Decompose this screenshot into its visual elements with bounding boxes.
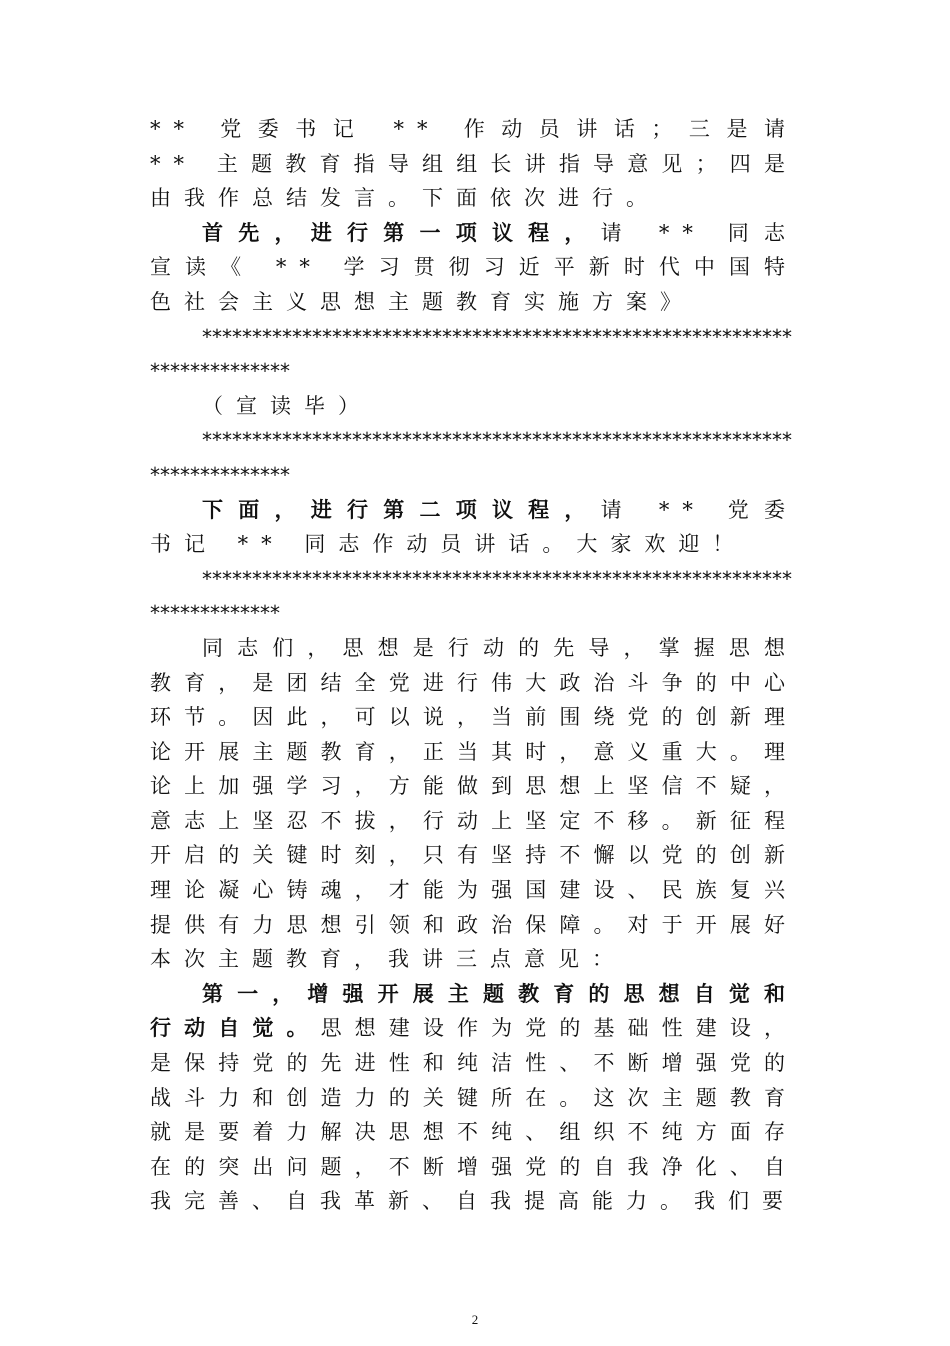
paragraph-speech-opening: 同志们，思想是行动的先导，掌握思想教育，是团结全党进行伟大政治斗争的中心环节。因此，可以说，当前围绕党的创新理论开展主题教育，正当其时，意义重大。理论上加强学习，方能做到思想上坚信不疑，意志上坚忍不拔，行动上坚定不移。新征程开启的关键时刻，只有坚持不懈以党的创新理论凝心铸魂，才能为强国建设、民族复兴提供有力思想引领和政治保障。对于开展好本次主题教育，我讲三点意见：: [150, 635, 798, 972]
page-number: 2: [471, 1312, 479, 1327]
paragraph-point-one: [150, 977, 798, 1219]
separator-asterisks: ************************************************************************: [150, 566, 792, 626]
paragraph-text: 请 ** 党委书记 ** 同志作动员讲话。大家欢迎！: [150, 497, 798, 557]
paragraph-bold-lead: 首先，进行第一项议程，: [202, 219, 601, 245]
paragraph-agenda-intro: [150, 112, 798, 216]
separator-asterisks: *************************************************************************: [150, 428, 792, 487]
paragraph-text: 思想建设作为党的基础性建设，是保持党的先进性和纯洁性、不断增强党的战斗力和创造力的关键所在。这次主题教育就是要着力解决思想不纯、组织不纯方面存在的突出问题，不断增强党的自我净化、自我完善、自我革新、自我提高能力。我们要: [150, 1016, 799, 1214]
separator-asterisks: *************************************************************************: [150, 324, 792, 384]
paragraph-text: ** 党委书记 ** 作动员讲话；三是请 ** 主题教育指导组组长讲指导意见；四是由我作总结发言。下面依次进行。: [150, 117, 798, 211]
reading-finished-note: （宣读毕）: [202, 393, 372, 418]
paragraph-bold-lead: 下面，进行第二项议程，: [202, 496, 601, 522]
paragraph-first-agenda: [150, 216, 798, 320]
body-text: [150, 112, 798, 1219]
paragraph-second-agenda: [150, 493, 798, 562]
paragraph-bold-lead: 第一，增强开展主题教育的思想自觉和行动自觉。: [150, 980, 798, 1041]
paragraph-text: 请 ** 同志宣读《 ** 学习贯彻习近平新时代中国特色社会主义思想主题教育实施方案》: [150, 220, 798, 314]
